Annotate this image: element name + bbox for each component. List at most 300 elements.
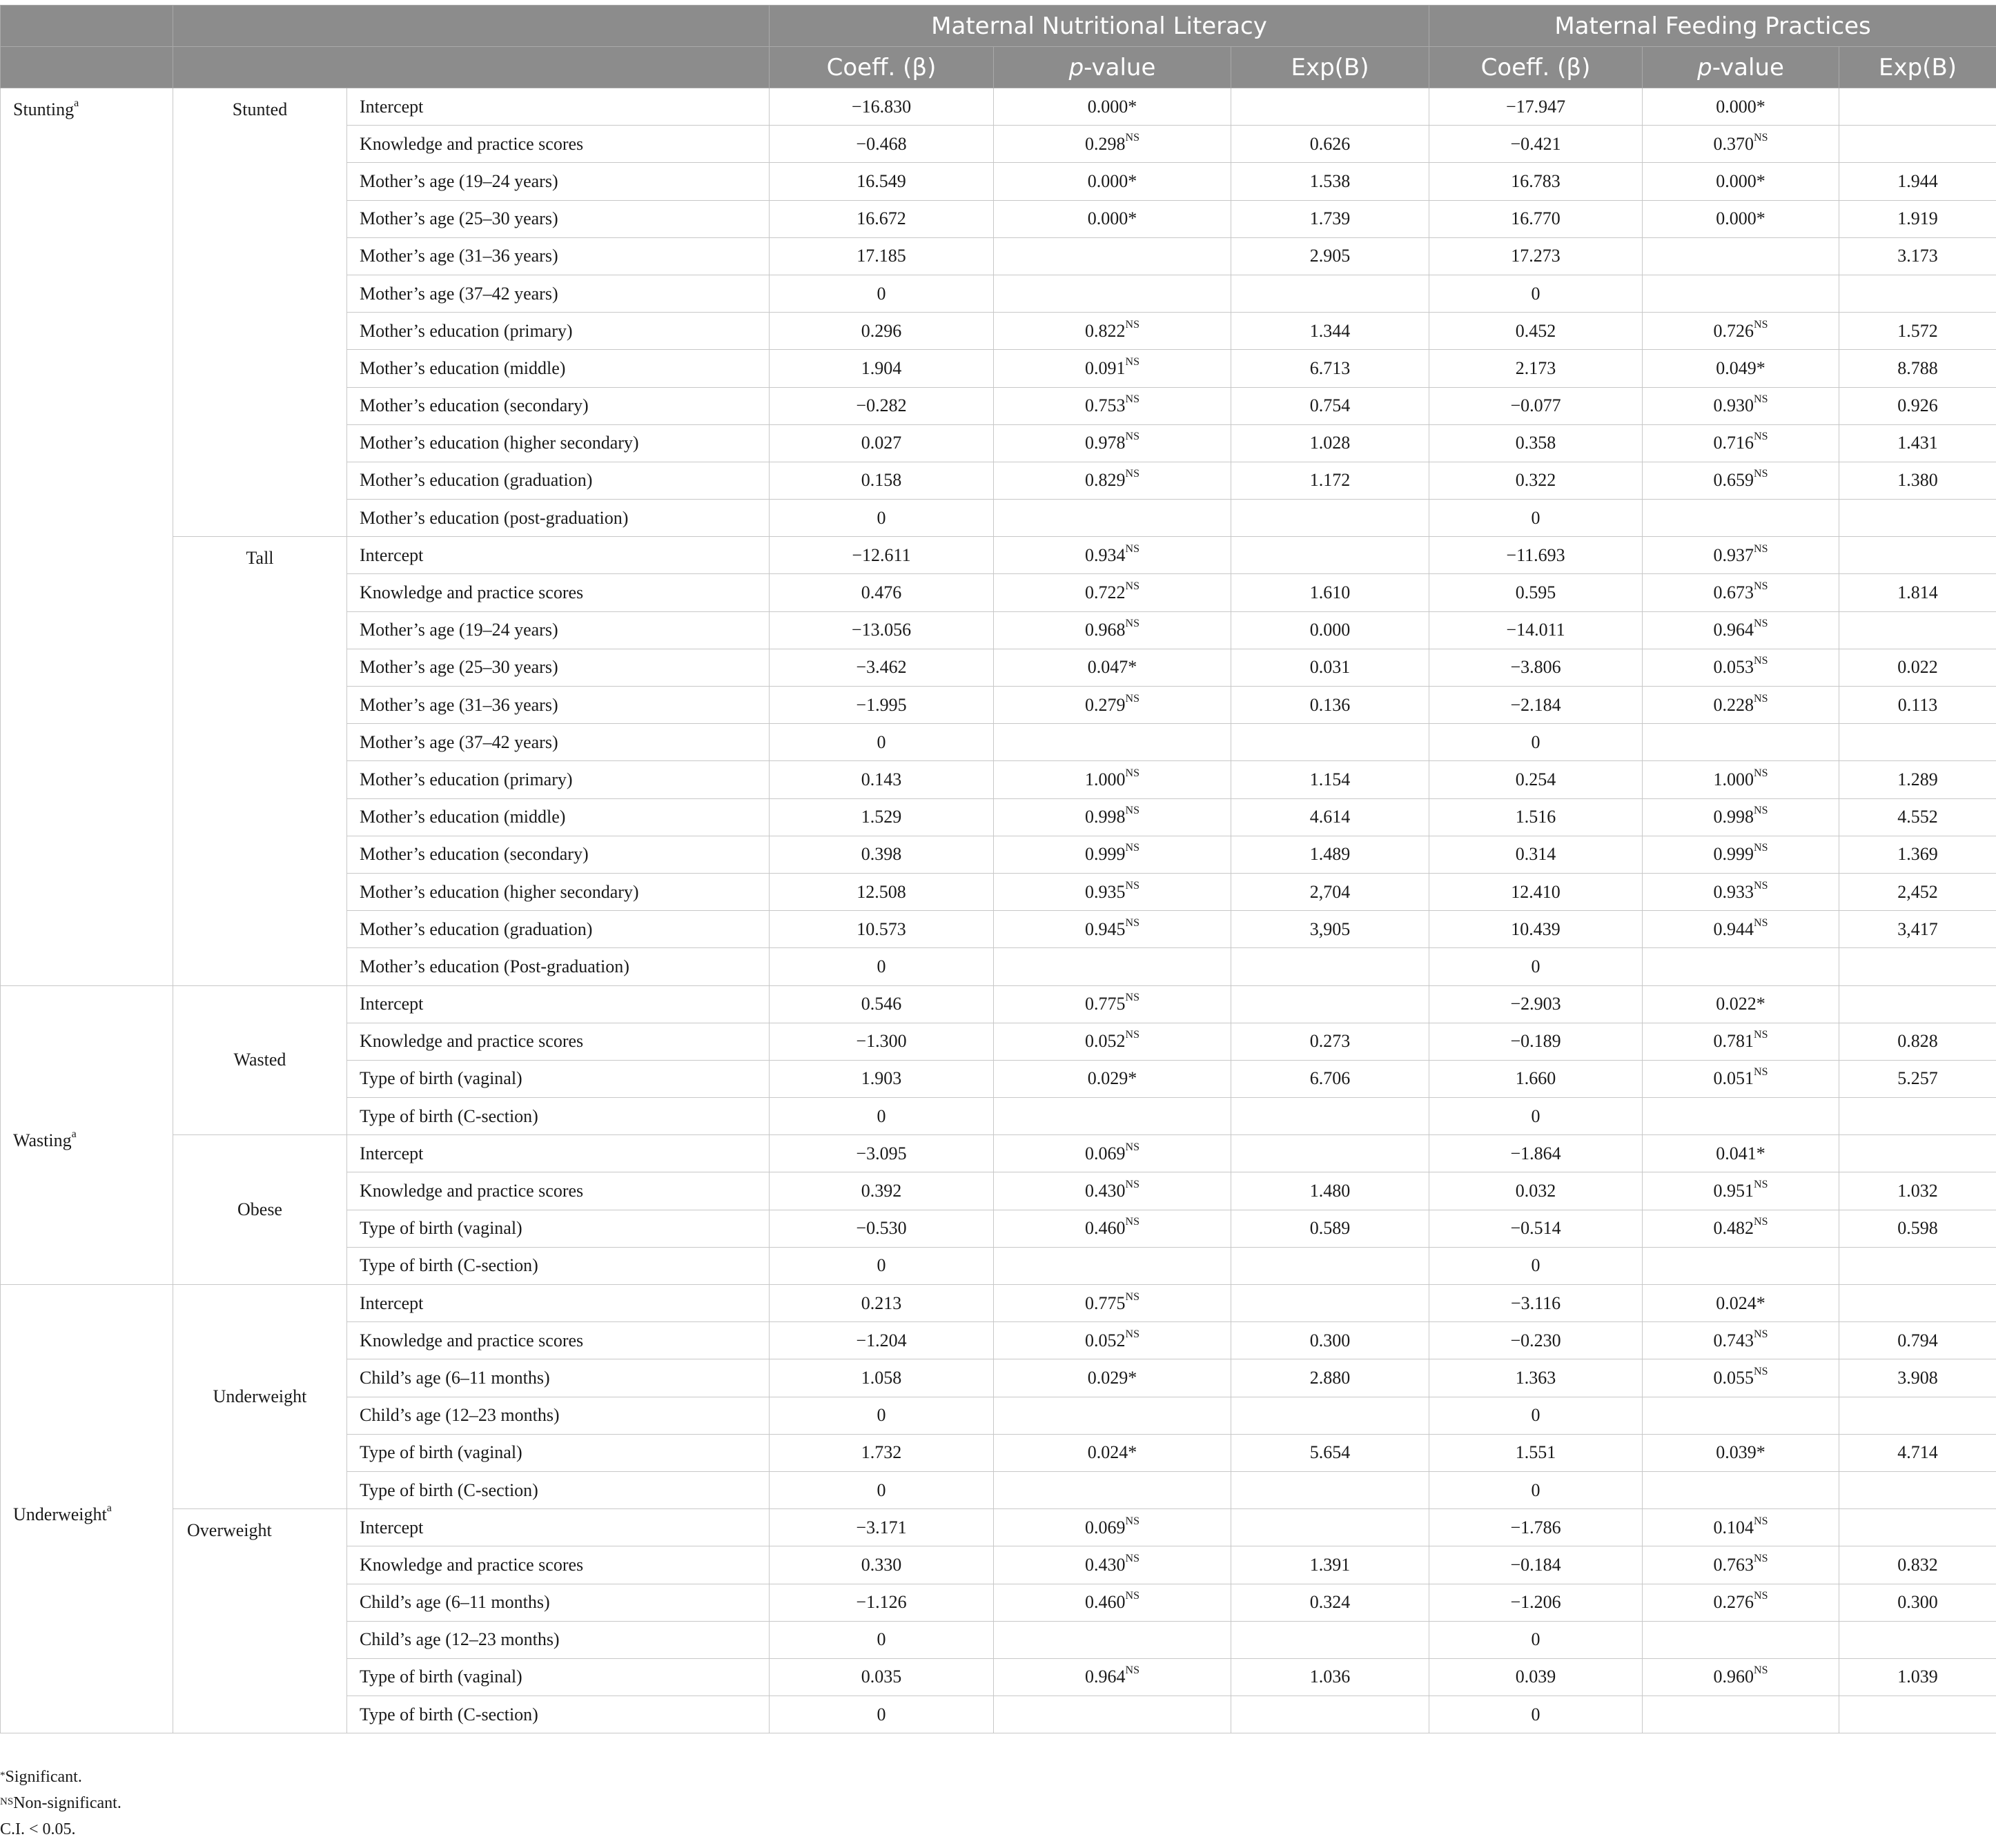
ns-marker: NS (1125, 618, 1139, 630)
cell-coeff-mfp: −0.077 (1429, 387, 1643, 424)
cell-expb-mnl: 0.324 (1231, 1584, 1429, 1621)
ns-marker: NS (1754, 468, 1768, 480)
cell-pvalue-mfp: $0.659^{NS}$ (1643, 462, 1839, 499)
cell-expb-mnl: 1.154 (1231, 761, 1429, 798)
cell-pvalue-mnl: 0.029* (994, 1060, 1231, 1097)
cell-coeff-mnl: 0.213 (770, 1285, 994, 1322)
cell-expb-mnl (1231, 1285, 1429, 1322)
cell-pvalue-mnl (994, 1397, 1231, 1434)
cell-coeff-mfp: −17.947 (1429, 88, 1643, 126)
cell-pvalue-mfp (1643, 275, 1839, 312)
row-label: Mother’s education (Post-graduation) (347, 948, 770, 985)
cell-pvalue-mnl: $1.000^{NS}$ (994, 761, 1231, 798)
cell-coeff-mfp: −0.184 (1429, 1546, 1643, 1584)
cell-coeff-mfp: 1.660 (1429, 1060, 1643, 1097)
row-label: Intercept (347, 1285, 770, 1322)
cell-expb-mnl (1231, 1135, 1429, 1172)
cell-expb-mnl: 3,905 (1231, 911, 1429, 948)
cell-pvalue-mfp (1643, 1247, 1839, 1284)
cell-expb-mfp (1839, 1471, 1996, 1508)
cell-coeff-mfp: −2.184 (1429, 687, 1643, 724)
cell-pvalue-mnl (994, 1098, 1231, 1135)
cell-pvalue-mfp: $0.999^{NS}$ (1643, 836, 1839, 873)
ns-marker: NS (1125, 1179, 1139, 1191)
cell-coeff-mfp: 0 (1429, 1471, 1643, 1508)
cell-coeff-mfp: 0.039 (1429, 1658, 1643, 1695)
cell-pvalue-mfp: $0.673^{NS}$ (1643, 574, 1839, 611)
ns-marker: NS (1754, 1328, 1768, 1340)
subgroup-label-wasted: Wasted (173, 985, 347, 1135)
cell-coeff-mnl: −3.462 (770, 649, 994, 686)
group-label-stunting: Stunting$^a$ (1, 88, 173, 986)
ns-marker: NS (1125, 1664, 1139, 1677)
cell-coeff-mnl: 16.549 (770, 163, 994, 200)
cell-pvalue-mnl (994, 500, 1231, 537)
row-label: Knowledge and practice scores (347, 1546, 770, 1584)
cell-expb-mfp (1839, 1509, 1996, 1546)
ns-marker: NS (1754, 1365, 1768, 1377)
cell-coeff-mnl: −1.300 (770, 1023, 994, 1060)
cell-expb-mnl: 1.036 (1231, 1658, 1429, 1695)
cell-coeff-mnl: 0 (770, 275, 994, 312)
cell-pvalue-mfp: $0.937^{NS}$ (1643, 537, 1839, 574)
cell-expb-mnl: 1.172 (1231, 462, 1429, 499)
ns-marker: NS (1125, 992, 1139, 1004)
cell-pvalue-mnl (994, 1247, 1231, 1284)
row-label: Child’s age (6–11 months) (347, 1359, 770, 1397)
cell-pvalue-mfp: $0.276^{NS}$ (1643, 1584, 1839, 1621)
row-label: Type of birth (vaginal) (347, 1434, 770, 1471)
cell-pvalue-mnl: $0.052^{NS}$ (994, 1023, 1231, 1060)
table-row (1, 88, 1996, 126)
cell-expb-mfp (1839, 1621, 1996, 1658)
cell-pvalue-mfp: $0.933^{NS}$ (1643, 873, 1839, 910)
cell-pvalue-mfp (1643, 1696, 1839, 1733)
cell-expb-mnl: 0.300 (1231, 1322, 1429, 1359)
row-label: Mother’s education (primary) (347, 313, 770, 350)
row-label: Type of birth (vaginal) (347, 1060, 770, 1097)
cell-pvalue-mnl: 0.000* (994, 163, 1231, 200)
cell-coeff-mnl: 0 (770, 1621, 994, 1658)
cell-coeff-mfp: 1.516 (1429, 798, 1643, 836)
ns-marker: NS (1754, 1179, 1768, 1191)
cell-expb-mnl: 5.654 (1231, 1434, 1429, 1471)
row-label: Intercept (347, 1135, 770, 1172)
ns-marker: NS (1754, 1590, 1768, 1602)
ns-marker: NS (1754, 1029, 1768, 1041)
row-label: Intercept (347, 985, 770, 1023)
table-row (1, 537, 1996, 574)
col-coeff-mfp: Coeff. (β) (1429, 47, 1643, 88)
cell-coeff-mfp: 1.363 (1429, 1359, 1643, 1397)
cell-pvalue-mfp: $0.104^{NS}$ (1643, 1509, 1839, 1546)
cell-coeff-mfp: 10.439 (1429, 911, 1643, 948)
cell-coeff-mfp: 0.595 (1429, 574, 1643, 611)
cell-pvalue-mfp: $0.228^{NS}$ (1643, 687, 1839, 724)
cell-expb-mnl: 2.880 (1231, 1359, 1429, 1397)
ns-marker: NS (1125, 318, 1139, 331)
ns-marker: NS (1125, 468, 1139, 480)
row-label: Child’s age (6–11 months) (347, 1584, 770, 1621)
cell-coeff-mfp: 17.273 (1429, 237, 1643, 275)
ns-marker: NS (1754, 655, 1768, 667)
cell-coeff-mnl: 0 (770, 724, 994, 761)
cell-coeff-mnl: 1.058 (770, 1359, 994, 1397)
row-label: Intercept (347, 537, 770, 574)
cell-expb-mfp (1839, 1247, 1996, 1284)
ns-marker: NS (1125, 805, 1139, 817)
cell-pvalue-mnl: $0.999^{NS}$ (994, 836, 1231, 873)
row-label: Mother’s age (19–24 years) (347, 163, 770, 200)
ns-marker: NS (1125, 355, 1139, 368)
cell-pvalue-mfp: 0.022* (1643, 985, 1839, 1023)
cell-expb-mnl (1231, 537, 1429, 574)
cell-pvalue-mfp: 0.041* (1643, 1135, 1839, 1172)
cell-pvalue-mnl: 0.000* (994, 88, 1231, 126)
cell-pvalue-mnl: $0.968^{NS}$ (994, 611, 1231, 649)
row-label: Mother’s education (middle) (347, 350, 770, 387)
group-label-underweight: Underweight$^a$ (1, 1285, 173, 1733)
cell-coeff-mnl: 0.035 (770, 1658, 994, 1695)
header-row-columns (1, 47, 1996, 88)
cell-expb-mfp (1839, 126, 1996, 163)
cell-pvalue-mnl (994, 1696, 1231, 1733)
cell-coeff-mfp: 0 (1429, 724, 1643, 761)
cell-expb-mfp (1839, 948, 1996, 985)
cell-expb-mfp (1839, 1696, 1996, 1733)
ns-marker: NS (1754, 431, 1768, 443)
cell-coeff-mfp: 0 (1429, 500, 1643, 537)
ns-marker: NS (1754, 580, 1768, 593)
cell-pvalue-mfp: $0.743^{NS}$ (1643, 1322, 1839, 1359)
row-label: Mother’s education (graduation) (347, 911, 770, 948)
cell-pvalue-mfp: 0.000* (1643, 163, 1839, 200)
cell-pvalue-mnl: $0.978^{NS}$ (994, 424, 1231, 462)
cell-pvalue-mfp: $0.482^{NS}$ (1643, 1210, 1839, 1247)
cell-coeff-mfp: 0.254 (1429, 761, 1643, 798)
cell-pvalue-mfp: $0.964^{NS}$ (1643, 611, 1839, 649)
cell-pvalue-mfp: $0.053^{NS}$ (1643, 649, 1839, 686)
row-label: Type of birth (C-section) (347, 1098, 770, 1135)
cell-coeff-mfp: 16.783 (1429, 163, 1643, 200)
table-row (1, 1509, 1996, 1546)
cell-pvalue-mnl: $0.069^{NS}$ (994, 1135, 1231, 1172)
cell-expb-mnl (1231, 88, 1429, 126)
footnote-nonsignificant: $^{NS}$Non-significant. (0, 1794, 121, 1812)
cell-expb-mfp (1839, 88, 1996, 126)
cell-coeff-mnl: 0.158 (770, 462, 994, 499)
cell-expb-mfp: 2,452 (1839, 873, 1996, 910)
cell-coeff-mfp: 0 (1429, 1247, 1643, 1284)
cell-pvalue-mfp: $0.055^{NS}$ (1643, 1359, 1839, 1397)
ns-marker: NS (1754, 1066, 1768, 1079)
subgroup-label-overweight: Overweight (173, 1509, 347, 1733)
cell-expb-mnl: 0.000 (1231, 611, 1429, 649)
cell-expb-mfp (1839, 1098, 1996, 1135)
cell-expb-mfp: 5.257 (1839, 1060, 1996, 1097)
cell-pvalue-mnl (994, 948, 1231, 985)
row-label: Mother’s age (25–30 years) (347, 649, 770, 686)
cell-coeff-mnl: 1.732 (770, 1434, 994, 1471)
cell-expb-mfp: 1.380 (1839, 462, 1996, 499)
cell-pvalue-mnl: 0.024* (994, 1434, 1231, 1471)
cell-pvalue-mfp: $0.930^{NS}$ (1643, 387, 1839, 424)
ns-marker: NS (1754, 1515, 1768, 1527)
cell-coeff-mnl: 0 (770, 948, 994, 985)
cell-coeff-mnl: 0.476 (770, 574, 994, 611)
cell-pvalue-mfp: $0.781^{NS}$ (1643, 1023, 1839, 1060)
cell-expb-mnl (1231, 275, 1429, 312)
row-label: Mother’s education (secondary) (347, 836, 770, 873)
regression-table (0, 5, 1996, 1733)
cell-pvalue-mnl: 0.000* (994, 200, 1231, 237)
ns-marker: NS (1754, 131, 1768, 144)
cell-coeff-mfp: −3.116 (1429, 1285, 1643, 1322)
cell-pvalue-mfp (1643, 1471, 1839, 1508)
cell-coeff-mfp: 12.410 (1429, 873, 1643, 910)
cell-pvalue-mnl: $0.430^{NS}$ (994, 1546, 1231, 1584)
subgroup-label-stunted: Stunted (173, 88, 347, 537)
cell-pvalue-mnl: $0.722^{NS}$ (994, 574, 1231, 611)
cell-coeff-mfp: 0.322 (1429, 462, 1643, 499)
cell-expb-mnl (1231, 948, 1429, 985)
cell-coeff-mfp: 0 (1429, 1696, 1643, 1733)
cell-coeff-mnl: 1.903 (770, 1060, 994, 1097)
row-label: Child’s age (12–23 months) (347, 1621, 770, 1658)
cell-pvalue-mnl: $0.091^{NS}$ (994, 350, 1231, 387)
cell-expb-mfp (1839, 500, 1996, 537)
row-label: Type of birth (vaginal) (347, 1210, 770, 1247)
cell-expb-mnl: 0.626 (1231, 126, 1429, 163)
cell-pvalue-mnl: 0.029* (994, 1359, 1231, 1397)
cell-expb-mnl (1231, 1397, 1429, 1434)
cell-expb-mfp: 0.598 (1839, 1210, 1996, 1247)
row-label: Type of birth (C-section) (347, 1696, 770, 1733)
cell-coeff-mfp: −1.786 (1429, 1509, 1643, 1546)
cell-expb-mfp: 3,417 (1839, 911, 1996, 948)
cell-coeff-mfp: −1.206 (1429, 1584, 1643, 1621)
cell-expb-mnl (1231, 500, 1429, 537)
cell-expb-mfp: 0.794 (1839, 1322, 1996, 1359)
row-label: Knowledge and practice scores (347, 126, 770, 163)
header-blank-3 (1, 47, 173, 88)
cell-coeff-mnl: −1.995 (770, 687, 994, 724)
table-row (1, 1285, 1996, 1322)
cell-coeff-mnl: −3.095 (770, 1135, 994, 1172)
cell-coeff-mnl: 0.398 (770, 836, 994, 873)
cell-pvalue-mnl (994, 275, 1231, 312)
cell-expb-mnl (1231, 1247, 1429, 1284)
cell-expb-mnl: 1.610 (1231, 574, 1429, 611)
col-expb-mfp: Exp(B) (1839, 47, 1996, 88)
cell-expb-mnl (1231, 1696, 1429, 1733)
cell-expb-mfp: 3.908 (1839, 1359, 1996, 1397)
cell-expb-mfp: 0.832 (1839, 1546, 1996, 1584)
cell-expb-mfp: 1.032 (1839, 1172, 1996, 1210)
cell-pvalue-mnl: $0.430^{NS}$ (994, 1172, 1231, 1210)
cell-expb-mfp: 4.552 (1839, 798, 1996, 836)
ns-marker: NS (1754, 1552, 1768, 1564)
cell-expb-mfp: 0.113 (1839, 687, 1996, 724)
cell-coeff-mfp: 0.032 (1429, 1172, 1643, 1210)
cell-pvalue-mnl: $0.775^{NS}$ (994, 1285, 1231, 1322)
cell-pvalue-mfp (1643, 237, 1839, 275)
row-label: Knowledge and practice scores (347, 574, 770, 611)
subgroup-label-obese: Obese (173, 1135, 347, 1285)
cell-expb-mnl: 6.706 (1231, 1060, 1429, 1097)
cell-expb-mfp: 1.814 (1839, 574, 1996, 611)
cell-expb-mfp: 1.369 (1839, 836, 1996, 873)
row-label: Intercept (347, 88, 770, 126)
row-label: Mother’s age (31–36 years) (347, 687, 770, 724)
cell-pvalue-mfp: $0.716^{NS}$ (1643, 424, 1839, 462)
cell-expb-mfp: 3.173 (1839, 237, 1996, 275)
row-label: Mother’s education (higher secondary) (347, 873, 770, 910)
cell-expb-mnl (1231, 724, 1429, 761)
row-label: Child’s age (12–23 months) (347, 1397, 770, 1434)
cell-pvalue-mfp (1643, 724, 1839, 761)
row-label: Mother’s age (25–30 years) (347, 200, 770, 237)
cell-coeff-mnl: −0.282 (770, 387, 994, 424)
cell-pvalue-mnl: $0.934^{NS}$ (994, 537, 1231, 574)
cell-pvalue-mfp: $0.763^{NS}$ (1643, 1546, 1839, 1584)
row-label: Intercept (347, 1509, 770, 1546)
ns-marker: NS (1754, 542, 1768, 555)
cell-coeff-mnl: 10.573 (770, 911, 994, 948)
ns-marker: NS (1125, 1216, 1139, 1228)
table-row (1, 1135, 1996, 1172)
cell-expb-mnl: 1.739 (1231, 200, 1429, 237)
cell-expb-mnl: 0.589 (1231, 1210, 1429, 1247)
cell-expb-mfp (1839, 611, 1996, 649)
cell-expb-mnl: 0.273 (1231, 1023, 1429, 1060)
ns-marker: NS (1125, 1141, 1139, 1153)
cell-coeff-mnl: 0.296 (770, 313, 994, 350)
ns-marker: NS (1754, 1216, 1768, 1228)
ns-marker: NS (1754, 805, 1768, 817)
header-blank-1 (1, 6, 173, 47)
header-blank-4 (173, 47, 770, 88)
table-body (1, 88, 1996, 1733)
cell-coeff-mfp: −0.421 (1429, 126, 1643, 163)
cell-coeff-mfp: −0.230 (1429, 1322, 1643, 1359)
ns-marker: NS (1125, 842, 1139, 854)
cell-pvalue-mnl: $0.460^{NS}$ (994, 1210, 1231, 1247)
cell-coeff-mfp: 2.173 (1429, 350, 1643, 387)
cell-pvalue-mnl (994, 724, 1231, 761)
cell-pvalue-mnl: $0.753^{NS}$ (994, 387, 1231, 424)
cell-coeff-mnl: 0.143 (770, 761, 994, 798)
cell-coeff-mnl: −12.611 (770, 537, 994, 574)
cell-pvalue-mfp: 0.000* (1643, 200, 1839, 237)
cell-coeff-mnl: −13.056 (770, 611, 994, 649)
cell-expb-mfp: 1.431 (1839, 424, 1996, 462)
cell-expb-mfp: 1.572 (1839, 313, 1996, 350)
ns-marker: NS (1125, 580, 1139, 593)
cell-coeff-mnl: −0.468 (770, 126, 994, 163)
ns-marker: NS (1754, 318, 1768, 331)
cell-coeff-mnl: 1.904 (770, 350, 994, 387)
cell-pvalue-mnl: $0.069^{NS}$ (994, 1509, 1231, 1546)
cell-coeff-mfp: 0 (1429, 948, 1643, 985)
cell-expb-mnl (1231, 985, 1429, 1023)
cell-expb-mnl: 0.136 (1231, 687, 1429, 724)
ns-marker: NS (1754, 393, 1768, 406)
cell-pvalue-mfp: $0.726^{NS}$ (1643, 313, 1839, 350)
cell-coeff-mnl: 0 (770, 1247, 994, 1284)
cell-coeff-mfp: 0 (1429, 275, 1643, 312)
cell-coeff-mfp: 0 (1429, 1098, 1643, 1135)
cell-coeff-mfp: −11.693 (1429, 537, 1643, 574)
cell-expb-mfp (1839, 275, 1996, 312)
cell-pvalue-mfp (1643, 500, 1839, 537)
cell-expb-mfp (1839, 1397, 1996, 1434)
ns-marker: NS (1125, 393, 1139, 406)
cell-pvalue-mfp (1643, 948, 1839, 985)
table-row (1, 985, 1996, 1023)
ns-marker: NS (1125, 1029, 1139, 1041)
ns-marker: NS (1125, 767, 1139, 779)
cell-coeff-mfp: −0.189 (1429, 1023, 1643, 1060)
cell-expb-mnl: 0.754 (1231, 387, 1429, 424)
cell-coeff-mnl: 16.672 (770, 200, 994, 237)
cell-coeff-mnl: 17.185 (770, 237, 994, 275)
cell-coeff-mfp: −3.806 (1429, 649, 1643, 686)
ns-marker: NS (1125, 1552, 1139, 1564)
cell-expb-mnl: 1.344 (1231, 313, 1429, 350)
cell-pvalue-mfp: 0.049* (1643, 350, 1839, 387)
row-label: Mother’s education (higher secondary) (347, 424, 770, 462)
cell-pvalue-mnl: $0.998^{NS}$ (994, 798, 1231, 836)
cell-expb-mnl: 0.031 (1231, 649, 1429, 686)
cell-coeff-mnl: 0.546 (770, 985, 994, 1023)
ns-marker: NS (1754, 618, 1768, 630)
group-label-wasting: Wasting$^a$ (1, 985, 173, 1285)
ns-marker: NS (1125, 131, 1139, 144)
cell-pvalue-mfp: $0.951^{NS}$ (1643, 1172, 1839, 1210)
row-label: Knowledge and practice scores (347, 1172, 770, 1210)
row-label: Mother’s age (37–42 years) (347, 724, 770, 761)
cell-coeff-mnl: −16.830 (770, 88, 994, 126)
cell-expb-mfp: 0.926 (1839, 387, 1996, 424)
cell-pvalue-mnl: $0.052^{NS}$ (994, 1322, 1231, 1359)
row-label: Knowledge and practice scores (347, 1023, 770, 1060)
cell-coeff-mnl: 0 (770, 1098, 994, 1135)
cell-expb-mfp: 1.919 (1839, 200, 1996, 237)
cell-expb-mnl (1231, 1621, 1429, 1658)
cell-expb-mnl (1231, 1471, 1429, 1508)
cell-expb-mnl: 2,704 (1231, 873, 1429, 910)
cell-pvalue-mfp: $1.000^{NS}$ (1643, 761, 1839, 798)
cell-expb-mfp (1839, 1285, 1996, 1322)
cell-expb-mnl (1231, 1509, 1429, 1546)
header-mfp: Maternal Feeding Practices (1429, 6, 1996, 47)
cell-pvalue-mfp: $0.051^{NS}$ (1643, 1060, 1839, 1097)
cell-expb-mfp (1839, 537, 1996, 574)
ns-marker: NS (1125, 1515, 1139, 1527)
cell-pvalue-mnl: $0.279^{NS}$ (994, 687, 1231, 724)
subgroup-label-underweight: Underweight (173, 1285, 347, 1509)
header-row-groups (1, 6, 1996, 47)
cell-expb-mnl: 6.713 (1231, 350, 1429, 387)
cell-coeff-mnl: −3.171 (770, 1509, 994, 1546)
cell-expb-mnl: 1.028 (1231, 424, 1429, 462)
cell-expb-mfp: 8.788 (1839, 350, 1996, 387)
cell-expb-mfp: 0.300 (1839, 1584, 1996, 1621)
cell-pvalue-mfp: $0.944^{NS}$ (1643, 911, 1839, 948)
cell-coeff-mnl: 12.508 (770, 873, 994, 910)
col-expb-mnl: Exp(B) (1231, 47, 1429, 88)
